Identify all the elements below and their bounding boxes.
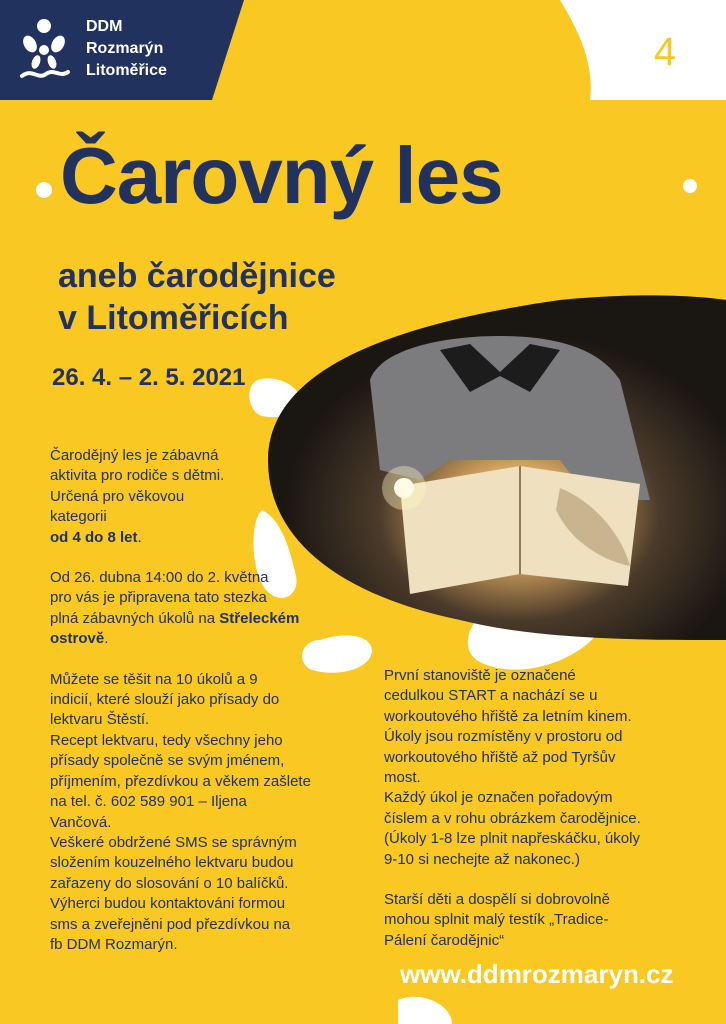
page-subtitle [58, 255, 336, 339]
rules-paragraph [50, 670, 370, 956]
text-line: most. [384, 769, 421, 787]
left-column-text [50, 446, 370, 955]
text-line: pro vás je připravena tato stezka [50, 589, 267, 607]
text-line: Vančová. [50, 813, 112, 831]
location-name: Střeleckém [219, 609, 300, 627]
text-line: Můžete se těšit na 10 úkolů a 9 [50, 670, 258, 688]
logo-line-1: DDM [86, 18, 123, 35]
text-line: 9-10 si nechejte až nakonec.) [384, 850, 580, 868]
text-line: číslem a v rohu obrázkem čarodějnice. [384, 809, 641, 827]
text-line: . [137, 528, 142, 546]
text-line: První stanoviště je označené [384, 667, 576, 684]
text-line: cedulkou START a nachází se u [384, 687, 598, 705]
text-line: příjmením, přezdívkou a věkem zašlete [50, 772, 311, 790]
event-dates: 26. 4. – 2. 5. 2021 [52, 364, 246, 391]
schedule-paragraph [50, 568, 370, 650]
text-line: zařazeny do slosování o 10 balíčků. [50, 874, 289, 892]
start-paragraph [384, 666, 714, 870]
text-line: Výherci budou kontaktováni formou [50, 895, 286, 913]
right-column-text [384, 666, 714, 951]
age-range: od 4 do 8 let [50, 528, 138, 546]
text-line: workoutového hřiště za letním kinem. [384, 707, 632, 725]
logo-text [86, 16, 167, 82]
text-line: Starší děti a dospělí si dobrovolně [384, 891, 610, 909]
dot-shape [36, 182, 52, 198]
text-line: Od 26. dubna 14:00 do 2. května [50, 569, 269, 587]
page-number: 4 [653, 30, 677, 74]
text-line: Pálení čarodějnic“ [384, 931, 505, 949]
website-link[interactable]: www.ddmrozmaryn.cz [400, 959, 674, 989]
text-line: Veškeré obdržené SMS se správným [50, 833, 297, 851]
text-line: složením kouzelného lektvaru budou [50, 854, 294, 872]
text-line: přísady společně se svým jménem, [50, 752, 285, 770]
text-line: Každý úkol je označen pořadovým [384, 789, 613, 807]
dot-shape [683, 179, 697, 193]
text-line: workoutového hřiště až pod Tyršův [384, 748, 616, 766]
text-line: plná zábavných úkolů na [50, 609, 220, 627]
text-line: indicií, které slouží jako přísady do [50, 691, 280, 709]
page-title: Čarovný les [60, 131, 503, 220]
ddm-rozmaryn-logo-icon [16, 16, 72, 86]
subtitle-line-2: v Litoměřicích [58, 299, 289, 337]
text-line: aktivita pro rodiče s dětmi. [50, 467, 225, 485]
intro-paragraph [50, 446, 370, 548]
text-line: Úkoly jsou rozmístěny v prostoru od [384, 728, 623, 746]
text-line: Recept lektvaru, tedy všechny jeho [50, 731, 283, 749]
text-line: sms a zveřejněni pod přezdívkou na [50, 915, 291, 933]
text-line: na tel. č. 602 589 901 – Iljena [50, 793, 247, 811]
logo-line-2: Rozmarýn [86, 40, 164, 57]
text-line: . [104, 630, 109, 648]
text-line: Určená pro věkovou [50, 487, 185, 505]
text-line: (Úkoly 1-8 lze plnit napřeskáčku, úkoly [384, 830, 640, 848]
logo-line-3: Litoměřice [86, 62, 167, 79]
subtitle-line-1: aneb čarodějnice [58, 257, 336, 295]
text-line: fb DDM Rozmarýn. [50, 935, 178, 953]
test-paragraph [384, 890, 714, 951]
blob-shape [398, 997, 452, 1024]
text-line: Čarodějný les je zábavná [50, 447, 219, 464]
location-name: ostrově [50, 630, 105, 648]
text-line: lektvaru Štěstí. [50, 711, 150, 729]
text-line: mohou splnit malý testík „Tradice- [384, 911, 609, 929]
text-line: kategorii [50, 508, 107, 526]
